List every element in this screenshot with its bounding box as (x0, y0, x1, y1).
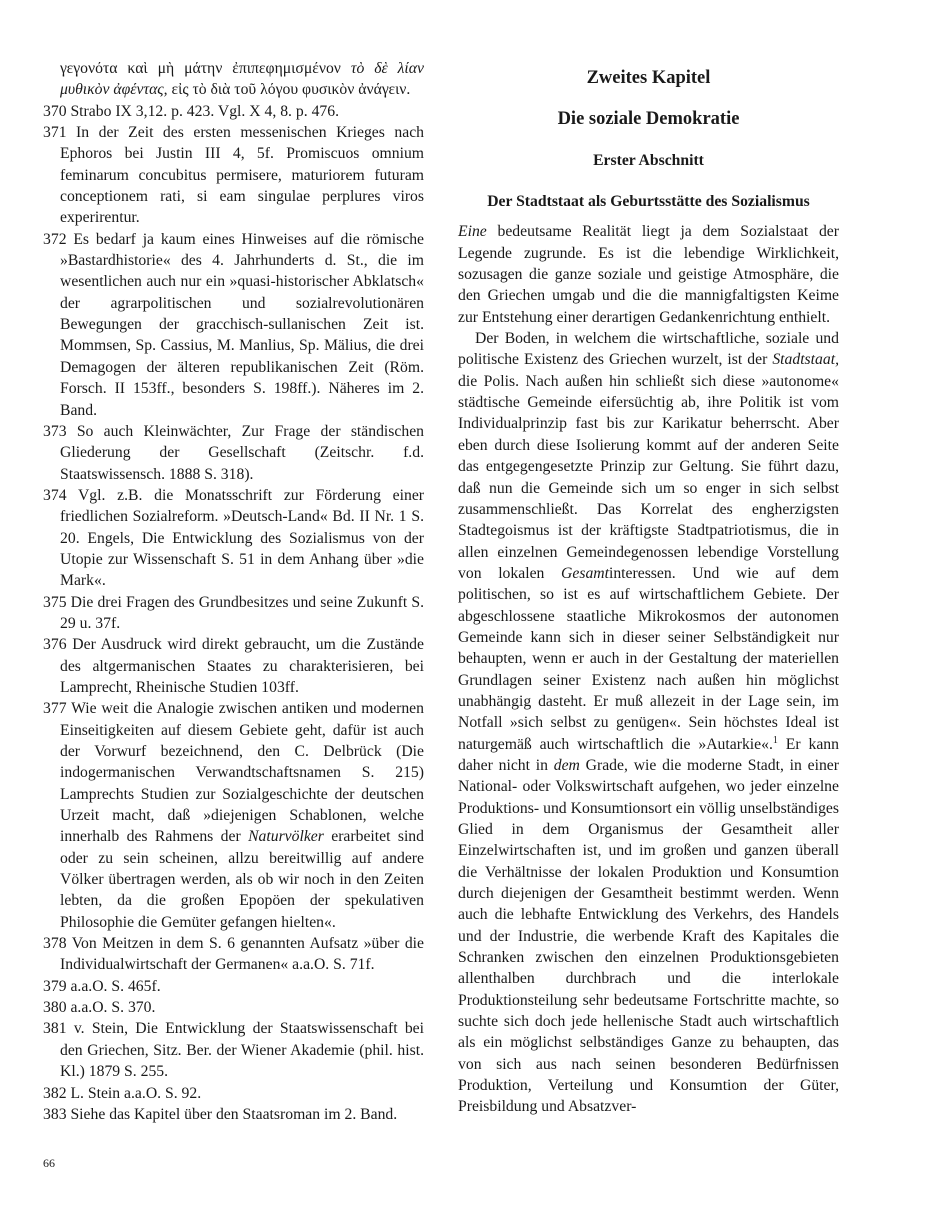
footnote-number: 372 (43, 230, 67, 248)
text-segment: Grade, wie die moderne Stadt, in einer National- oder Volkswirtschaft aufgehen, wo jeder einzelne Produktions- und Konsumtionsort ein völlig unselbständiges Glied in dem Organismus der Gesamtheit aller Einzelwirtschaften ist, und im großen und ganzen überall die Verhältnisse der lokalen Produktion und Konsumtion durch diejenigen der Gesamtheit bestimmt werden. Wenn auch die lebhafte Entwicklung des Verkehrs, des Handels und der Industrie, die werbende Kraft des Kapitales die Schranken zwischen den einzelnen Produktionsgebieten allenthalben durchbrach und die interlokale Produktionsteilung sehr bedeutsame Fortschritte machte, so suchte sich doch jede hellenische Stadt auch wirtschaftlich als ein möglichst selbständiges Ganze zu behaupten, das von sich aus nach seinen besonderen Bedürfnissen Produktion, Verteilung und Konsumtion der Güter, Preisbildung und Absatzver- (458, 756, 839, 1116)
body-text (458, 221, 839, 1117)
text-segment: Eine (458, 223, 487, 241)
text-segment: a.a.O. S. 370. (70, 999, 156, 1017)
paragraph (458, 328, 839, 1118)
footnote-number: 380 (43, 999, 67, 1017)
text-segment: εἰς τὸ διὰ τοῦ λόγου φυσικὸν ἀνάγειν. (167, 81, 411, 99)
footnote-reference: 1 (772, 734, 778, 746)
text-segment: dem (553, 756, 580, 774)
text-segment: bedeutsame Realität liegt ja dem Sozialstaat der Legende zugrunde. Es ist die lebendige Wirklichkeit, sozusagen die ganze soziale und geistige Atmosphäre, die den Griechen umgab und die die mannigfaltigsten Keime zur Entstehung einer derartigen Gedankenrichtung enthielt. (458, 223, 839, 326)
footnote-number: 373 (43, 422, 67, 440)
footnote (43, 997, 424, 1018)
chapter-title: Die soziale Demokratie (557, 109, 740, 130)
text-segment: Von Meitzen in dem S. 6 genannten Aufsatz »über die Individualwirtschaft der Germanen« a.a.O. S. 71f. (60, 935, 424, 974)
text-segment: v. Stein, Die Entwicklung der Staatswissenschaft bei den Griechen, Sitz. Ber. der Wiener Akademie (phil. hist. Kl.) 1879 S. 255. (60, 1020, 424, 1081)
text-segment: Vgl. z.B. die Monatsschrift zur Förderung einer friedlichen Sozialreform. »Deutsch-Land« Bd. II Nr. 1 S. 20. Engels, Die Entwicklung des Sozialismus von der Utopie zur Wissenschaft S. 51 in dem Anhang über »die Mark«. (60, 486, 425, 590)
footnote-number: 376 (43, 636, 67, 654)
page-number: 66 (43, 1156, 55, 1170)
footnote-number: 381 (43, 1020, 67, 1038)
text-segment: L. Stein a.a.O. S. 92. (70, 1084, 202, 1102)
text-segment: In der Zeit des ersten messenischen Krieges nach Ephoros bei Justin III 4, 5f. Promiscuos omnium feminarum concubitus permisere, maturiorem futuram conceptionem rati, si eam singulae perplures viros experirentur. (60, 124, 425, 227)
footnote (43, 485, 424, 592)
footnote (43, 101, 424, 122)
text-segment: Er kann daher nicht in (458, 735, 839, 774)
text-segment: Wie weit die Analogie zwischen antiken und modernen Einseitigkeiten auf diesem Gebiete geht, dafür ist auch der Vorwurf bezeichnend, den C. Delbrück (Die indogermanischen Verwandtschaftsnamen S. 215) Lamprechts Studien zur Sozialgeschichte der deutschen Urzeit macht, daß »diejenigen Schablonen, welche innerhalb des Rahmens der (60, 700, 424, 846)
footnote-number: 371 (43, 124, 67, 142)
footnote-number: 374 (43, 486, 67, 504)
text-segment: Stadtstaat, (772, 351, 839, 369)
footnote (43, 634, 424, 698)
footnote-list (43, 101, 424, 1126)
footnote (43, 976, 424, 997)
text-segment: die Polis. Nach außen hin schließt sich diese »autonome« städtische Gemeinde eifersüchtig ab, ihre Politik ist vom Individualprinzip fast bis zur Karikatur beherrscht. Aber eben durch diese Isolierung kommt auf der anderen Seite das entgegengesetzte Prinzip zur Geltung. Sie führt dazu, daß nun die Gemeinde sich um so enger in sich selbst zusammenschließt. Das Korrelat des engherzigsten Stadtegoismus ist der kräftigste Stadtpatriotismus, die in allen einzelnen Gemeindegenossen lebendige Vorstellung von lokalen (458, 372, 839, 582)
text-segment: Gesamt (561, 564, 609, 582)
text-segment: Der Ausdruck wird direkt gebraucht, um die Zustände des altgermanischen Staates zu charakterisieren, bei Lamprecht, Rheinische Studien 103ff. (60, 636, 424, 696)
chapter-label: Zweites Kapitel (586, 68, 711, 88)
footnote-number: 377 (43, 700, 67, 718)
footnote (43, 933, 424, 976)
text-segment: τὸ δὲ λίαν μυθικὸν ἀφέντας, (60, 60, 424, 99)
text-segment: erarbeitet sind oder zu sein scheinen, allzu bereitwillig auf andere Völker übertragen werden, als ob wir noch in den Zeiten lebten, da die großen Epopöen der spekulativen Philosophie die Gemüter gefangen hielten«. (60, 828, 424, 931)
paragraph (458, 221, 839, 328)
text-segment: So auch Kleinwächter, Zur Frage der ständischen Gliederung der Gesellschaft (Zeitschr. f.d. Staatswissensch. 1888 S. 318). (60, 422, 425, 483)
footnote-number: 378 (43, 935, 67, 953)
footnote (43, 229, 424, 421)
text-segment: a.a.O. S. 465f. (70, 977, 161, 995)
footnote-number: 379 (43, 977, 67, 995)
text-segment: Siehe das Kapitel über den Staatsroman im 2. Band. (70, 1105, 398, 1123)
text-segment: Die drei Fragen des Grundbesitzes und seine Zukunft S. 29 u. 37f. (60, 593, 424, 632)
footnote (43, 592, 424, 635)
text-segment: Es bedarf ja kaum eines Hinweises auf die römische »Bastardhistorie« des 4. Jahrhunderts d. St., die im wesentlichen auch nur ein »quasi-historischer Abklatsch« der agrarpolitischen und sozialrevolutionären Bewegungen der gracchisch-sullanischen Zeit ist. Mommsen, Sp. Cassius, M. Manlius, Sp. Mälius, die drei Demagogen der älteren republikanischen Zeit (Röm. Forsch. II 153ff., besonders S. 198ff.). Näheres im 2. Band. (60, 230, 424, 419)
footnote-number: 383 (43, 1105, 67, 1123)
footnote-number: 370 (43, 102, 67, 120)
text-segment: Naturvölker (248, 828, 324, 846)
footnote-number: 382 (43, 1084, 67, 1102)
footnote (43, 1083, 424, 1104)
greek-quote-continuation (43, 58, 424, 101)
section-label: Erster Abschnitt (593, 151, 704, 169)
footnote (43, 421, 424, 485)
text-segment: Strabo IX 3,12. p. 423. Vgl. X 4, 8. p. 476. (70, 102, 340, 120)
footnote (43, 1018, 424, 1082)
footnote (43, 1104, 424, 1125)
section-title: Der Stadtstaat als Geburtsstätte des Sozialismus (487, 193, 810, 211)
text-segment: interessen. Und wie auf dem politischen, so ist es auf wirtschaftlichem Gebiete. Der abgeschlossene staatliche Mikrokosmos der autonomen Gemeinde kann sich in dieser seiner Selbständigkeit nur behaupten, wenn er auch in der Gestaltung der materiellen Grundlagen seiner Existenz nach außen hin möglichst unabhängig dasteht. Er muß allezeit in der Lage sein, im Notfall »sich selbst zu genügen«. Sein höchstes Ideal ist naturgemäß auch wirtschaftlich die »Autarkie«. (458, 564, 839, 753)
footnote-number: 375 (43, 593, 67, 611)
text-segment: Der Boden, in welchem die wirtschaftliche, soziale und politische Existenz des Griechen wurzelt, ist der (458, 330, 839, 369)
text-segment: γεγονότα καὶ μὴ μάτην ἐπιπεφημισμένον (60, 60, 351, 77)
footnote (43, 122, 424, 229)
main-text-column (458, 58, 839, 1118)
footnote (43, 698, 424, 933)
footnotes-column (43, 58, 424, 1125)
